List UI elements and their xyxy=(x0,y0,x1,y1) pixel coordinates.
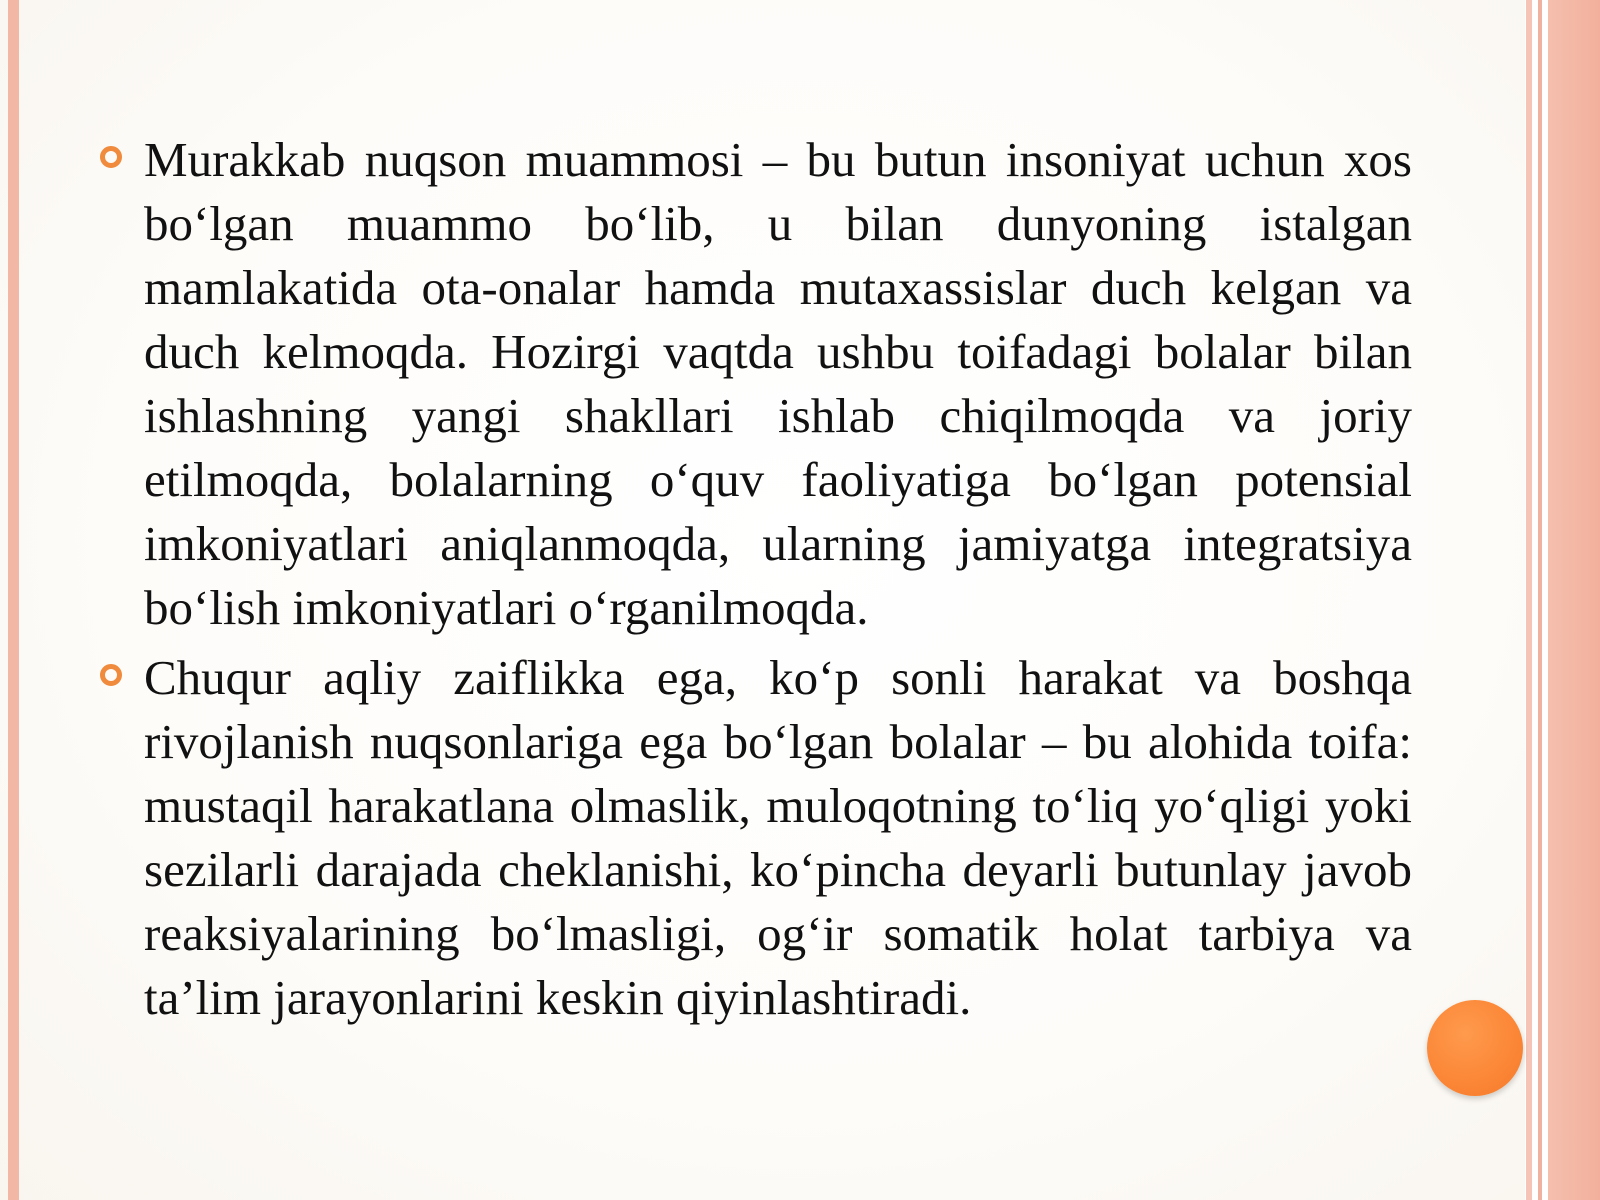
right-border-stripe xyxy=(1526,0,1532,1200)
bullet-item xyxy=(100,646,1412,1030)
slide-body xyxy=(100,128,1412,1036)
ring-bullet-icon xyxy=(100,664,122,686)
left-border-stripe xyxy=(8,0,19,1200)
decorative-orange-circle xyxy=(1427,1000,1523,1096)
ring-bullet-icon xyxy=(100,146,122,168)
bullet-text: Chuqur aqliy zaiflikka ega, ko‘p sonli harakat va boshqa rivojlanish nuqsonlariga ega bo‘lgan bolalar – bu alohida toifa: mustaqil harakatlana olmaslik, muloqotning to‘liq yo‘qligi yoki sezilarli darajada cheklanishi, ko‘pincha deyarli butunlay javob reaksiyalarining bo‘lmasligi, og‘ir somatik holat tarbiya va ta’lim jarayonlarini keskin qiyinlashtiradi. xyxy=(144,650,1412,1025)
bullet-text: Murakkab nuqson muammosi – bu butun insoniyat uchun xos bo‘lgan muammo bo‘lib, u bilan dunyoning istalgan mamlakatida ota-onalar hamda mutaxassislar duch kelgan va duch kelmoqda. Hozirgi vaqtda ushbu toifadagi bolalar bilan ishlashning yangi shakllari ishlab chiqilmoqda va joriy etilmoqda, bolalarning o‘quv faoliyatiga bo‘lgan potensial imkoniyatlari aniqlanmoqda, ularning jamiyatga integratsiya bo‘lish imkoniyatlari o‘rganilmoqda. xyxy=(144,132,1412,635)
right-border-stripe xyxy=(1538,0,1542,1200)
bullet-item xyxy=(100,128,1412,640)
right-border-band xyxy=(1548,0,1600,1200)
